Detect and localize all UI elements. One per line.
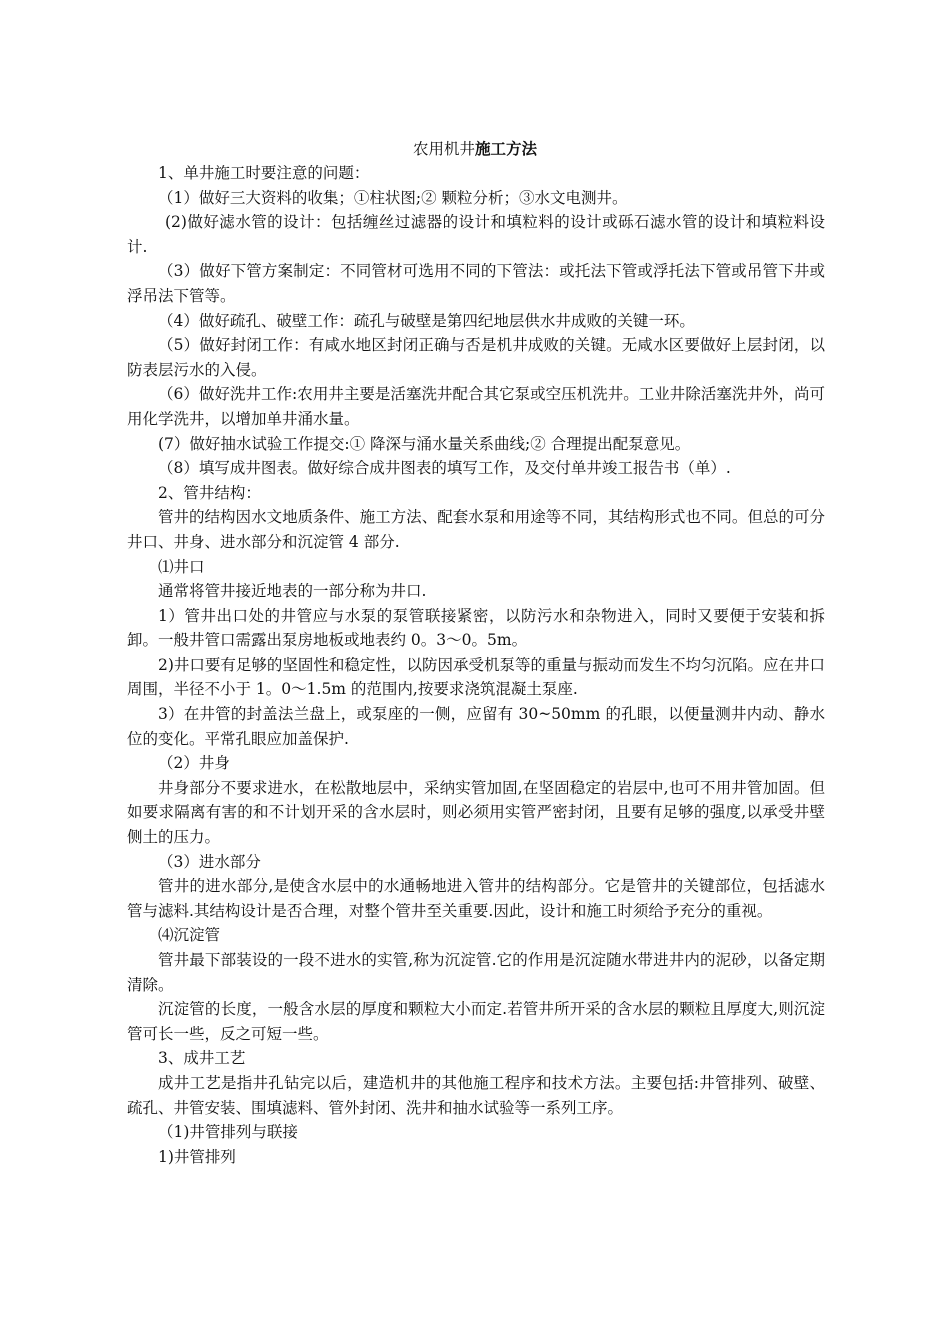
document-body — [127, 161, 825, 1169]
paragraph: （6）做好洗井工作:农用井主要是活塞洗井配合其它泵或空压机洗井。工业井除活塞洗井外，尚可用化学洗井，以增加单井涌水量。 — [127, 385, 825, 428]
paragraph: (2)做好滤水管的设计：包括缠丝过滤器的设计和填粒料的设计或砾石滤水管的设计和填粒料设计. — [127, 213, 825, 256]
paragraph: (7）做好抽水试验工作提交:① 降深与涌水量关系曲线;② 合理提出配泵意见。 — [158, 434, 691, 453]
paragraph: （5）做好封闭工作：有咸水地区封闭正确与否是机井成败的关键。无咸水区要做好上层封闭，以防表层污水的入侵。 — [127, 336, 825, 379]
section-heading: 2、管井结构： — [158, 483, 261, 502]
section-heading: 3、成井工艺 — [158, 1049, 246, 1068]
paragraph: （1）做好三大资料的收集；①柱状图;② 颗粒分析；③水文电测井。 — [158, 188, 628, 207]
paragraph: 管井最下部装设的一段不进水的实管,称为沉淀管.它的作用是沉淀随水带进井内的泥砂，以备定期清除。 — [127, 951, 825, 994]
paragraph: （8）填写成井图表。做好综合成井图表的填写工作，及交付单井竣工报告书（单）. — [158, 459, 731, 478]
subsection-heading: （1)井管排列与联接 — [158, 1123, 298, 1142]
paragraph: 通常将管井接近地表的一部分称为井口. — [158, 582, 427, 601]
paragraph: 管井的进水部分,是使含水层中的水通畅地进入管井的结构部分。它是管井的关键部位，包括滤水管与滤料.其结构设计是否合理，对整个管井至关重要.因此，设计和施工时须给予充分的重视。 — [127, 877, 825, 920]
paragraph: 2)井口要有足够的坚固性和稳定性，以防因承受机泵等的重量与振动而发生不均匀沉陷。应在井口周围，半径不小于 1。0～1.5m 的范围内,按要求浇筑混凝土泵座. — [127, 655, 825, 699]
paragraph: （3）做好下管方案制定：不同管材可选用不同的下管法：或托法下管或浮托法下管或吊管下井或浮吊法下管等。 — [127, 262, 825, 305]
title-normal: 农用机井 — [412, 140, 475, 158]
title-bold: 施工方法 — [475, 139, 538, 158]
subsection-heading: 1)井管排列 — [158, 1147, 236, 1166]
paragraph: 成井工艺是指井孔钻完以后，建造机井的其他施工程序和技术方法。主要包括:井管排列、破壁、疏孔、井管安装、围填滤料、管外封闭、洗井和抽水试验等一系列工序。 — [127, 1073, 825, 1117]
subsection-heading: （2）井身 — [158, 754, 230, 773]
subsection-heading: ⑷沉淀管 — [158, 926, 221, 945]
paragraph: 1、单井施工时要注意的问题： — [158, 164, 370, 182]
paragraph: 3）在井管的封盖法兰盘上，或泵座的一侧，应留有 30~50mm 的孔眼，以便量测井内动、静水位的变化。平常孔眼应加盖保护. — [127, 705, 825, 748]
paragraph: 井身部分不要求进水，在松散地层中，采纳实管加固,在坚固稳定的岩层中,也可不用井管加固。但如要求隔离有害的和不计划开采的含水层时，则必须用实管严密封闭，且要有足够的强度,以承受井壁侧土的压力。 — [127, 778, 825, 847]
subsection-heading: （3）进水部分 — [158, 852, 261, 871]
paragraph: 1）管井出口处的井管应与水泵的泵管联接紧密，以防污水和杂物进入，同时又要便于安装和拆卸。一般井管口需露出泵房地板或地表约 0。3～0。5m。 — [127, 606, 825, 650]
paragraph: 沉淀管的长度，一般含水层的厚度和颗粒大小而定.若管井所开采的含水层的颗粒且厚度大,则沉淀管可长一些，反之可短一些。 — [127, 1000, 825, 1043]
subsection-heading: ⑴井口 — [158, 557, 205, 576]
paragraph: 管井的结构因水文地质条件、施工方法、配套水泵和用途等不同，其结构形式也不同。但总的可分井口、井身、进水部分和沉淀管 4 部分. — [127, 508, 825, 551]
document-title — [0, 137, 950, 161]
paragraph: （4）做好疏孔、破壁工作：疏孔与破壁是第四纪地层供水井成败的关键一环。 — [158, 311, 695, 330]
